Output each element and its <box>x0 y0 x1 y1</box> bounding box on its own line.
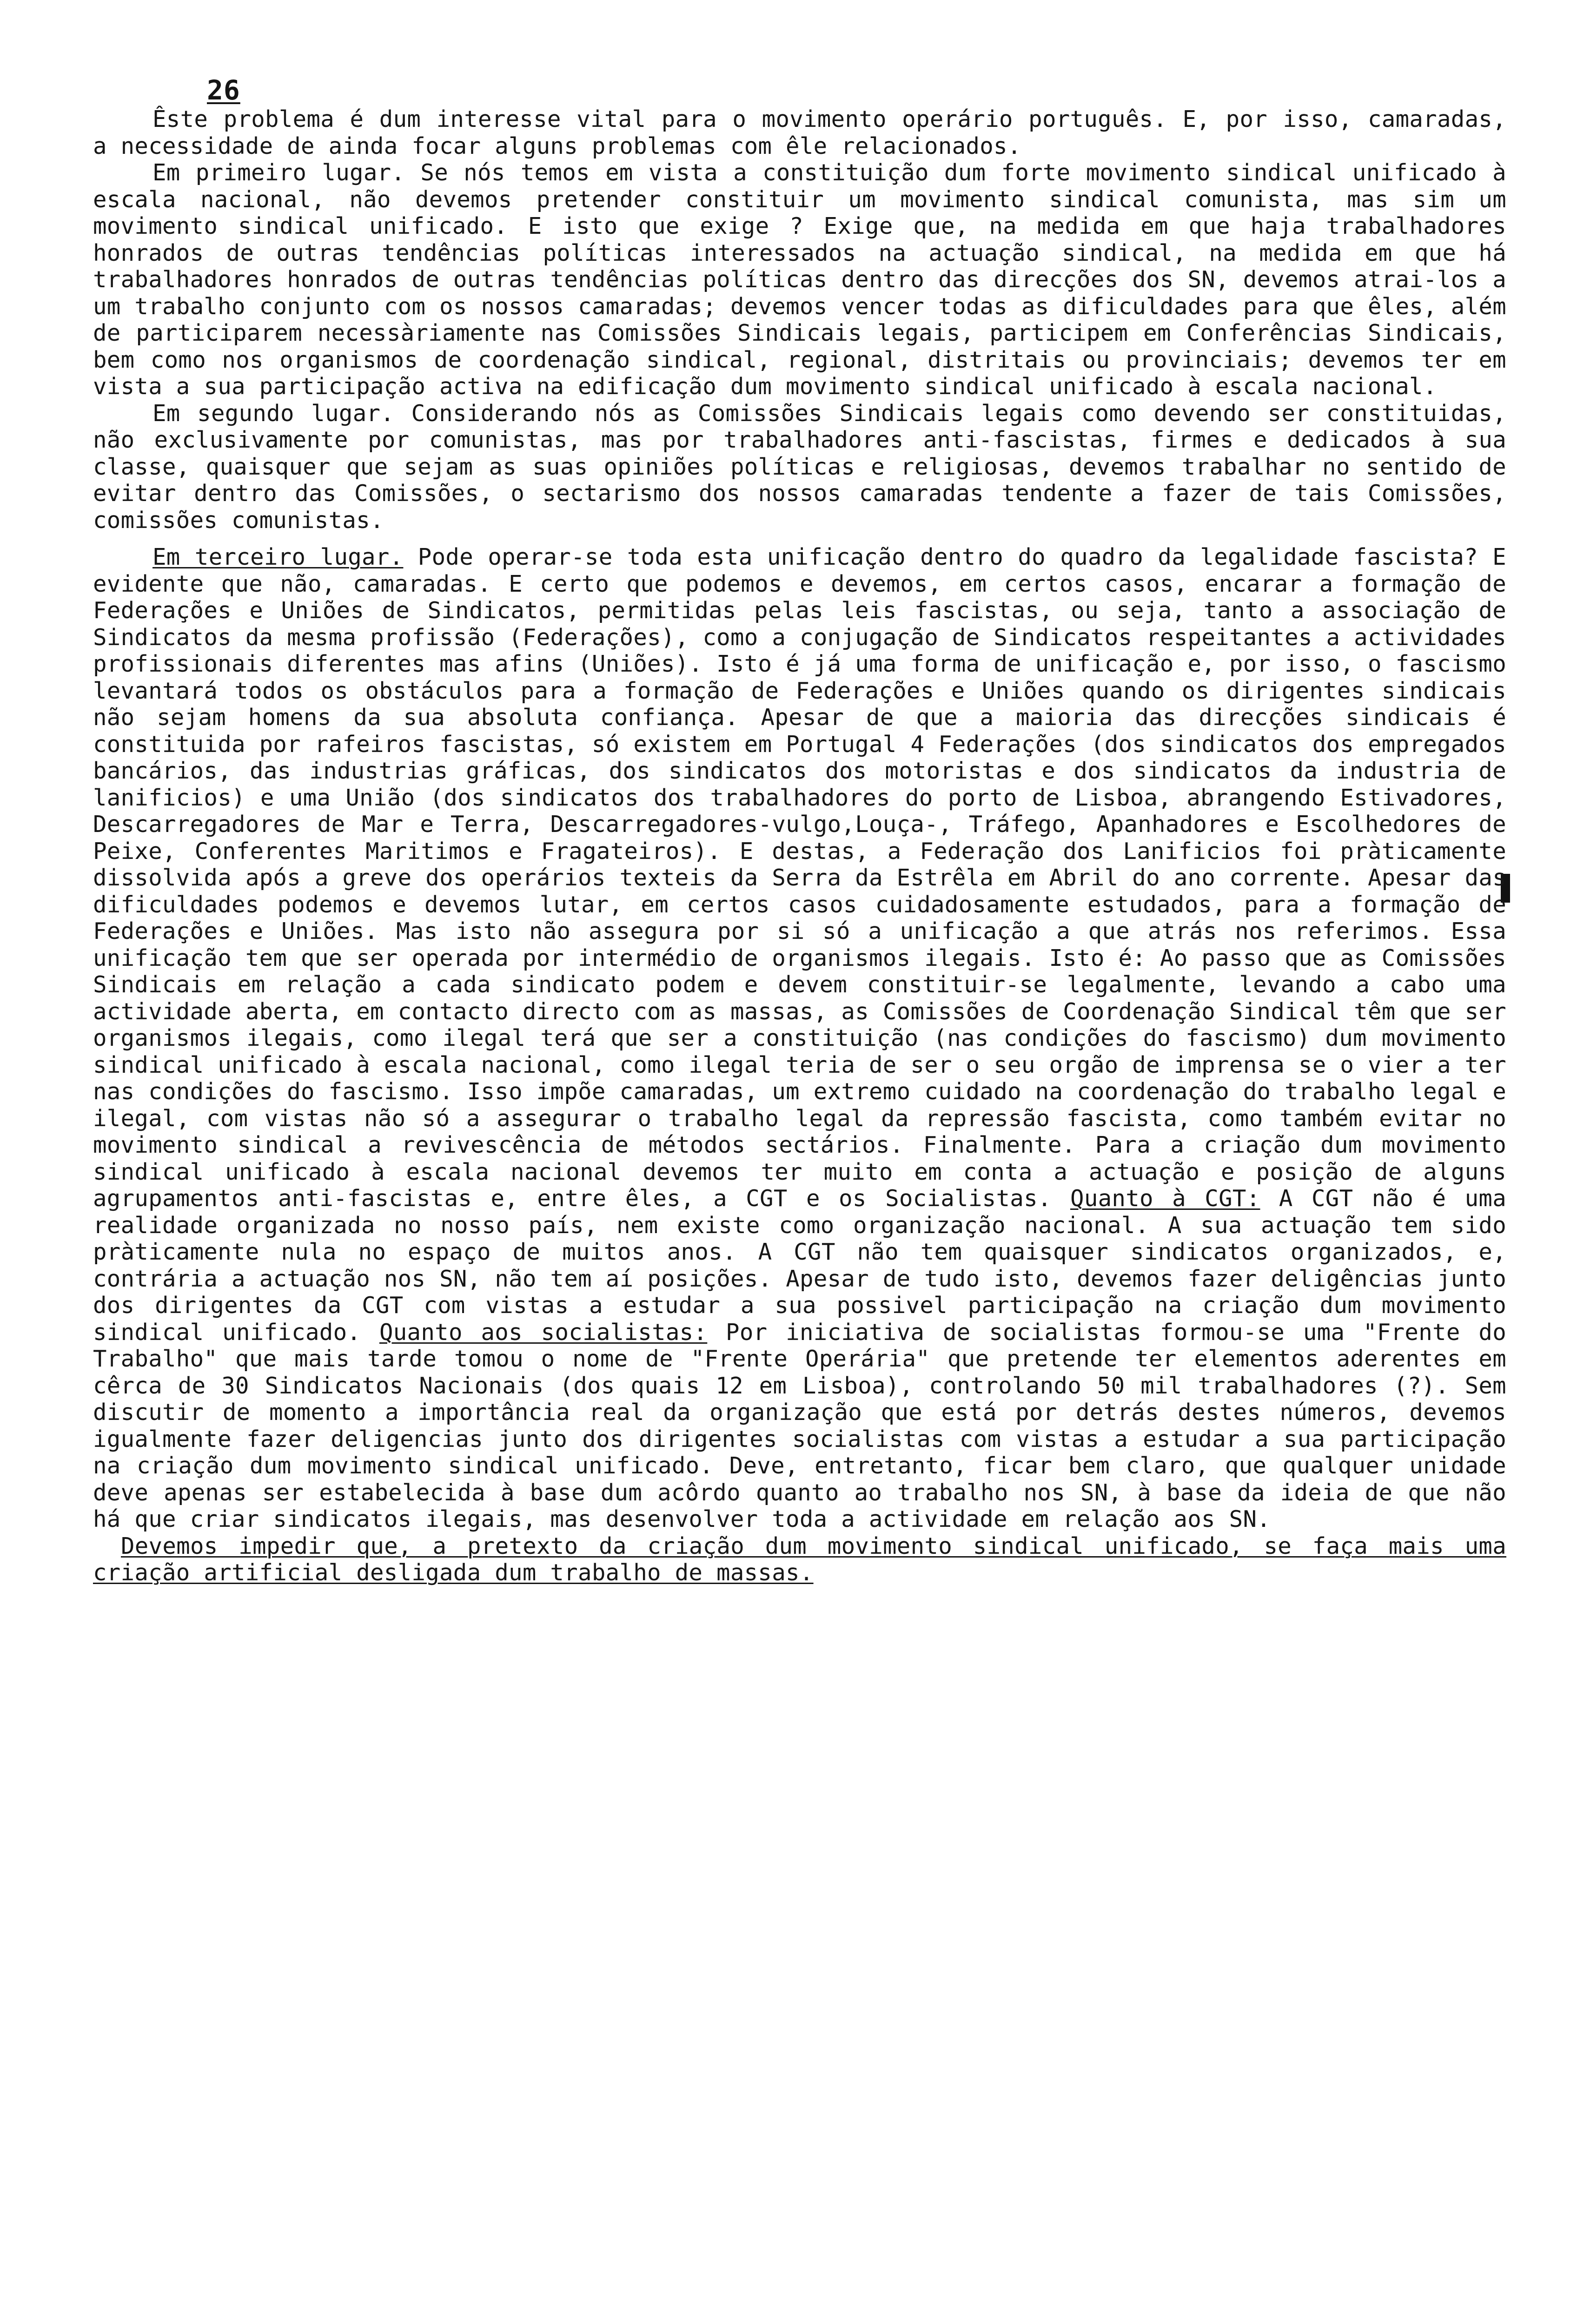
page-number: 26 <box>207 74 240 106</box>
paragraph-segundo: Em segundo lugar. Considerando nós as Comissões Sindicais legais como devendo ser constituidas, não exclusivamente por comunistas, mas por trabalhadores anti-fascistas, firmes e dedicados à sua classe, quaisquer que sejam as suas opiniões políticas e religiosas, devemos trabalhar no sentido de evitar dentro das Comissões, o sectarismo dos nossos camaradas tendente a fazer de tais Comissões, comissões comunistas. <box>93 400 1506 534</box>
cgt-text: A CGT não é uma realidade organizada no nosso país, nem existe como organização nacional. A sua actuação tem sido pràticamente nula no espaço de muitos anos. A CGT não tem quaisquer sindicatos organizados, e, contrária a actuação nos SN, não tem aí posições. Apesar de tudo isto, devemos fazer deligências junto dos dirigentes da CGT com vistas a estudar a sua possivel participação na criação dum movimento sindical unificado. <box>93 1185 1506 1346</box>
final-text: Devemos impedir que, a pretexto da criação dum movimento sindical unificado, se faça mais uma criação artificial desligada dum trabalho de massas. <box>93 1532 1506 1586</box>
terceiro-text: Pode operar-se toda esta unificação dentro do quadro da legalidade fascista? E evidente que não, camaradas. E certo que podemos e devemos, em certos casos, encarar a formação de Federações e Uniões de Sindicatos, permitidas pelas leis fascistas, ou seja, tanto a associação de Sindicatos da mesma profissão (Federações), como a conjugação de Sindicatos respeitantes a actividades profissionais diferentes mas afins (Uniões). Isto é já uma forma de unificação e, por isso, o fascismo levantará todos os obstáculos para a formação de Federações e Uniões quando os dirigentes sindicais não sejam homens da sua absoluta confiança. Apesar de que a maioria das direcções sindicais é constituida por rafeiros fascistas, só existem em Portugal 4 Federações (dos sindicatos dos empregados bancários, das industrias gráficas, dos sindicatos dos motoristas e dos sindicatos da industria de lanificios) e uma União (dos sindicatos dos trabalhadores do porto de Lisboa, abrangendo Estivadores, Descarregadores de Mar e Terra, Descarregadores-vulgo,Louça-, Tráfego, Apanhadores e Escolhedores de Peixe, Conferentes Maritimos e Fragateiros). E destas, a Federação dos Lanificios foi pràticamente dissolvida após a greve dos operários texteis da Serra da Estrêla em Abril do ano corrente. Apesar das dificuldades podemos e devemos lutar, em certos casos cuidadosamente estudados, para a formação de Federações e Uniões. Mas isto não assegura por si só a unificação a que atrás nos referimos. Essa unificação tem que ser operada por intermédio de organismos ilegais. Isto é: Ao passo que as Comissões Sindicais em relação a cada sindicato podem e devem constituir-se legalmente, levando a cabo uma actividade aberta, em contacto directo com as massas, as Comissões de Coordenação Sindical têm que ser organismos ilegais, como ilegal terá que ser a constituição (nas condições do fascismo) dum movimento sindical unificado à escala nacional, como ilegal teria de ser o seu orgão de imprensa se o vier a ter nas condições do fascismo. Isso impõe camaradas, um extremo cuidado na coordenação do trabalho legal e ilegal, com vistas não só a assegurar o trabalho legal da repressão fascista, como também evitar no movimento sindical a revivescência de métodos sectários. Finalmente. Para a criação dum movimento sindical unificado à escala nacional devemos ter muito em conta a actuação e posição de alguns agrupamentos anti-fascistas e, entre êles, a CGT e os Socialistas. <box>93 544 1506 1212</box>
socialistas-text: Por iniciativa de socialistas formou-se uma "Frente do Trabalho" que mais tarde tomou o nome de "Frente Operária" que pretende ter elementos aderentes em cêrca de 30 Sindicatos Nacionais (dos quais 12 em Lisboa), controlando 50 mil trabalhadores (?). Sem discutir de momento a importância real da organização que está por detrás destes números, devemos igualmente fazer deligencias junto dos dirigentes socialistas com vistas a estudar a sua participação na criação dum movimento sindical unificado. Deve, entretanto, ficar bem claro, que qualquer unidade deve apenas ser estabelecida à base dum acôrdo quanto ao trabalho nos SN, à base da ideia de que não há que criar sindicatos ilegais, mas desenvolver toda a actividade em relação aos SN. <box>93 1319 1506 1532</box>
paragraph-final <box>93 1533 1506 1586</box>
paragraph-intro: Êste problema é dum interesse vital para o movimento operário português. E, por isso, camaradas, a necessidade de ainda focar alguns problemas com êle relacionados. <box>93 106 1506 159</box>
paragraph-terceiro <box>93 544 1506 1533</box>
socialistas-heading: Quanto aos socialistas: <box>379 1319 708 1346</box>
cgt-heading: Quanto à CGT: <box>1070 1185 1260 1212</box>
terceiro-heading: Em terceiro lugar. <box>152 544 404 570</box>
document-body <box>93 106 1506 1586</box>
paragraph-primeiro: Em primeiro lugar. Se nós temos em vista a constituição dum forte movimento sindical unificado à escala nacional, não devemos pretender constituir um movimento sindical comunista, mas sim um movimento sindical unificado. E isto que exige ? Exige que, na medida em que haja trabalhadores honrados de outras tendências políticas interessados na actuação sindical, na medida em que há trabalhadores honrados de outras tendências políticas dentro das direcções dos SN, devemos atrai-los a um trabalho conjunto com os nossos camaradas; devemos vencer todas as dificuldades para que êles, além de participarem necessàriamente nas Comissões Sindicais legais, participem em Conferências Sindicais, bem como nos organismos de coordenação sindical, regional, distritais ou provinciais; devemos ter em vista a sua participação activa na edificação dum movimento sindical unificado à escala nacional. <box>93 159 1506 400</box>
